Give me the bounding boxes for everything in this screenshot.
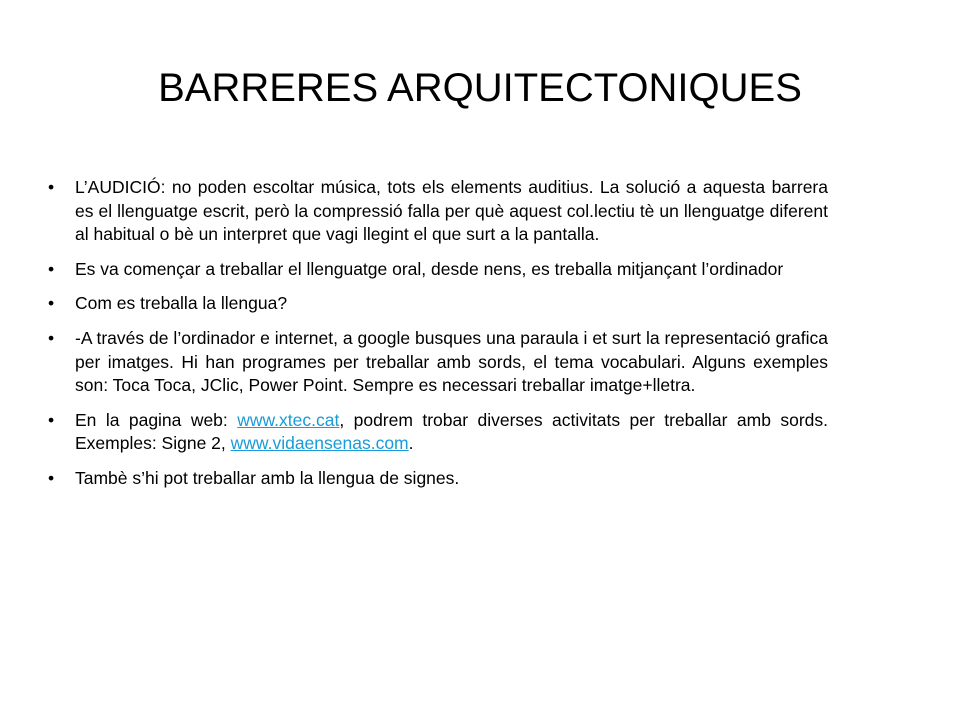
- list-item-text: -A través de l’ordinador e internet, a google busques una paraula i et surt la representació grafica per imatges. Hi han programes per treballar amb sords, el tema vocabulari. Alguns exemples son: Toca Toca, JClic, Power Point. Sempre es necessari treballar imatge+lletra.: [75, 327, 828, 396]
- xtec-link[interactable]: www.xtec.cat: [237, 409, 340, 430]
- text-segment: .: [408, 433, 414, 454]
- list-item-text: L’AUDICIÓ: no poden escoltar música, tots els elements auditius. La solució a aquesta barrera es el llenguatge escrit, però la compressió falla per què aquest col.lectiu tè un llenguatge diferent al habitual o bè un interpret que vagi llegint el que surt a la pantalla.: [75, 177, 828, 245]
- list-item-text: Com es treballa la llengua?: [75, 293, 288, 314]
- list-item: [48, 467, 828, 491]
- bullet-icon: •: [48, 258, 55, 279]
- bullet-icon: •: [48, 293, 55, 314]
- slide-title: BARRERES ARQUITECTONIQUES: [158, 66, 802, 110]
- list-item-text: [75, 410, 828, 454]
- bullet-list: [48, 176, 828, 502]
- bullet-icon: •: [48, 467, 55, 488]
- bullet-icon: •: [48, 177, 55, 197]
- list-item-text: Tambè s’hi pot treballar amb la llengua de signes.: [75, 467, 460, 488]
- list-item: [48, 292, 828, 316]
- list-item: [48, 258, 828, 282]
- text-segment: , podrem trobar diverses activitats per treballar amb sords. Exemples: Signe 2,: [75, 409, 828, 454]
- text-segment: En la pagina web:: [75, 409, 238, 430]
- list-item: [48, 327, 828, 398]
- vidaensenas-link[interactable]: www.vidaensenas.com: [230, 433, 409, 454]
- list-item-text: Es va començar a treballar el llenguatge oral, desde nens, es treballa mitjançant l’ordinador: [75, 258, 784, 279]
- list-item: [48, 176, 828, 247]
- list-item: [48, 409, 828, 456]
- bullet-icon: •: [48, 409, 55, 430]
- bullet-icon: •: [48, 327, 55, 348]
